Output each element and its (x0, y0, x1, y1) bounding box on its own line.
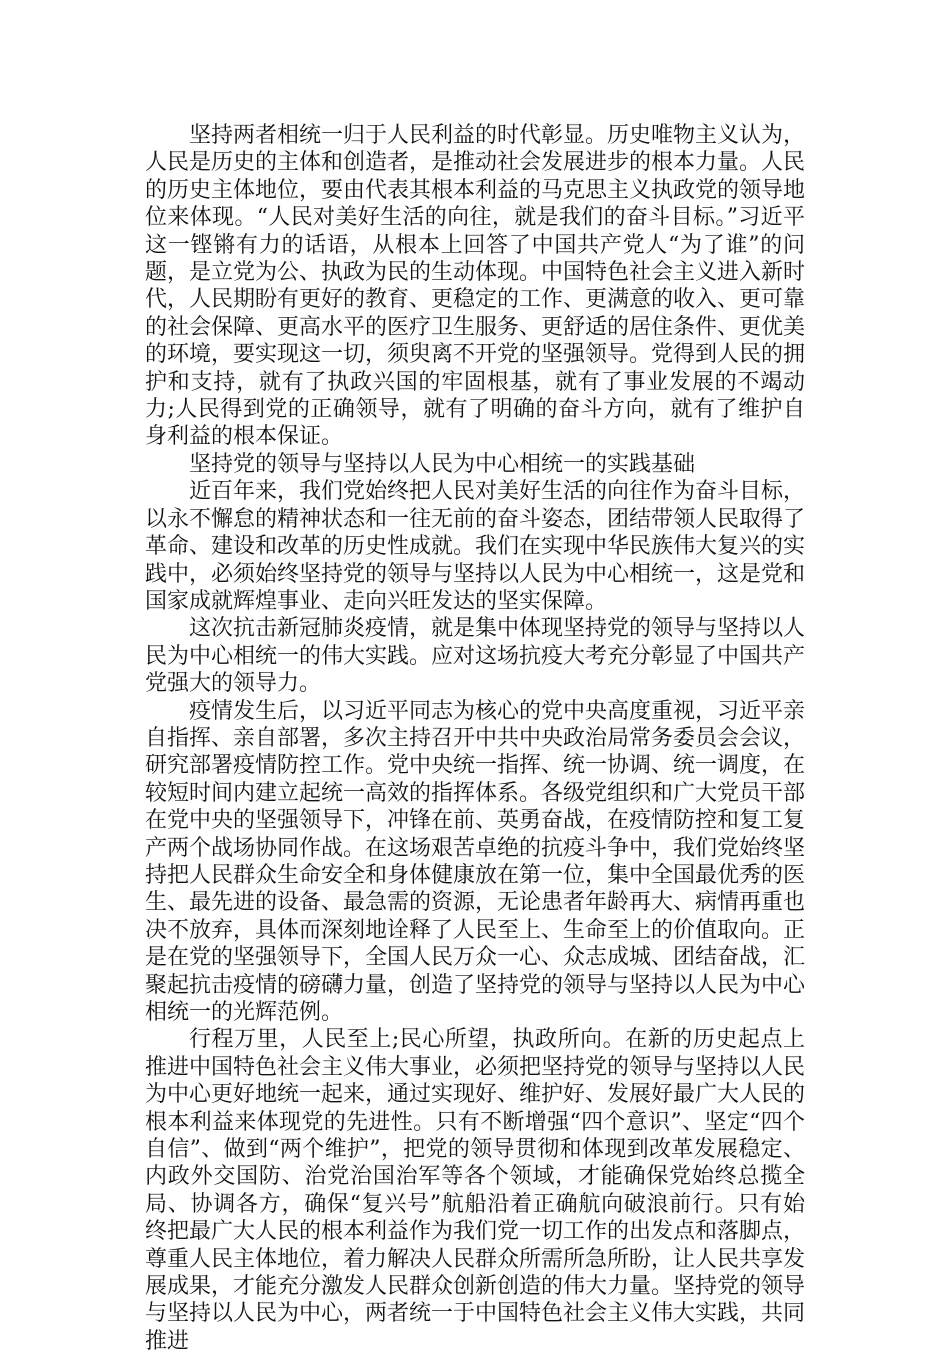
body-paragraph: 这次抗击新冠肺炎疫情，就是集中体现坚持党的领导与坚持以人民为中心相统一的伟大实践。应对这场抗疫大考充分彰显了中国共产党强大的领导力。 (145, 616, 806, 697)
section-heading: 坚持党的领导与坚持以人民为中心相统一的实践基础 (189, 451, 696, 477)
document-page (145, 122, 805, 1355)
body-paragraph: 疫情发生后，以习近平同志为核心的党中央高度重视，习近平亲自指挥、亲自部署，多次主持召开中共中央政治局常务委员会会议，研究部署疫情防控工作。党中央统一指挥、统一协调、统一调度，在较短时间内建立起统一高效的指挥体系。各级党组织和广大党员干部在党中央的坚强领导下，冲锋在前、英勇奋战，在疫情防控和复工复产两个战场协同作战。在这场艰苦卓绝的抗疫斗争中，我们党始终坚持把人民群众生命安全和身体健康放在第一位，集中全国最优秀的医生、最先进的设备、最急需的资源，无论患者年龄再大、病情再重也决不放弃，具体而深刻地诠释了人民至上、生命至上的价值取向。正是在党的坚强领导下，全国人民万众一心、众志成城、团结奋战，汇聚起抗击疫情的磅礴力量，创造了坚持党的领导与坚持以人民为中心相统一的光辉范例。 (145, 698, 806, 1025)
body-paragraph: 坚持两者相统一归于人民利益的时代彰显。历史唯物主义认为，人民是历史的主体和创造者，是推动社会发展进步的根本力量。人民的历史主体地位，要由代表其根本利益的马克思主义执政党的领导地位来体现。“人民对美好生活的向往，就是我们的奋斗目标。”习近平这一铿锵有力的话语，从根本上回答了中国共产党人“为了谁”的问题，是立党为公、执政为民的生动体现。中国特色社会主义进入新时代，人民期盼有更好的教育、更稳定的工作、更满意的收入、更可靠的社会保障、更高水平的医疗卫生服务、更舒适的居住条件、更优美的环境，要实现这一切，须臾离不开党的坚强领导。党得到人民的拥护和支持，就有了执政兴国的牢固根基，就有了事业发展的不竭动力;人民得到党的正确领导，就有了明确的奋斗方向，就有了维护自身利益的根本保证。 (145, 123, 806, 450)
body-paragraph: 行程万里，人民至上;民心所望，执政所向。在新的历史起点上推进中国特色社会主义伟大事业，必须把坚持党的领导与坚持以人民为中心更好地统一起来，通过实现好、维护好、发展好最广大人民的根本利益来体现党的先进性。只有不断增强“四个意识”、坚定“四个自信”、做到“两个维护”，把党的领导贯彻和体现到改革发展稳定、内政外交国防、治党治国治军等各个领域，才能确保党始终总揽全局、协调各方，确保“复兴号”航船沿着正确航向破浪前行。只有始终把最广大人民的根本利益作为我们党一切工作的出发点和落脚点，尊重人民主体地位，着力解决人民群众所需所急所盼，让人民共享发展成果，才能充分激发人民群众创新创造的伟大力量。坚持党的领导与坚持以人民为中心，两者统一于中国特色社会主义伟大实践，共同推进 (145, 1027, 806, 1354)
body-paragraph: 近百年来，我们党始终把人民对美好生活的向往作为奋斗目标，以永不懈怠的精神状态和一往无前的奋斗姿态，团结带领人民取得了革命、建设和改革的历史性成就。我们在实现中华民族伟大复兴的实践中，必须始终坚持党的领导与坚持以人民为中心相统一，这是党和国家成就辉煌事业、走向兴旺发达的坚实保障。 (145, 479, 806, 614)
